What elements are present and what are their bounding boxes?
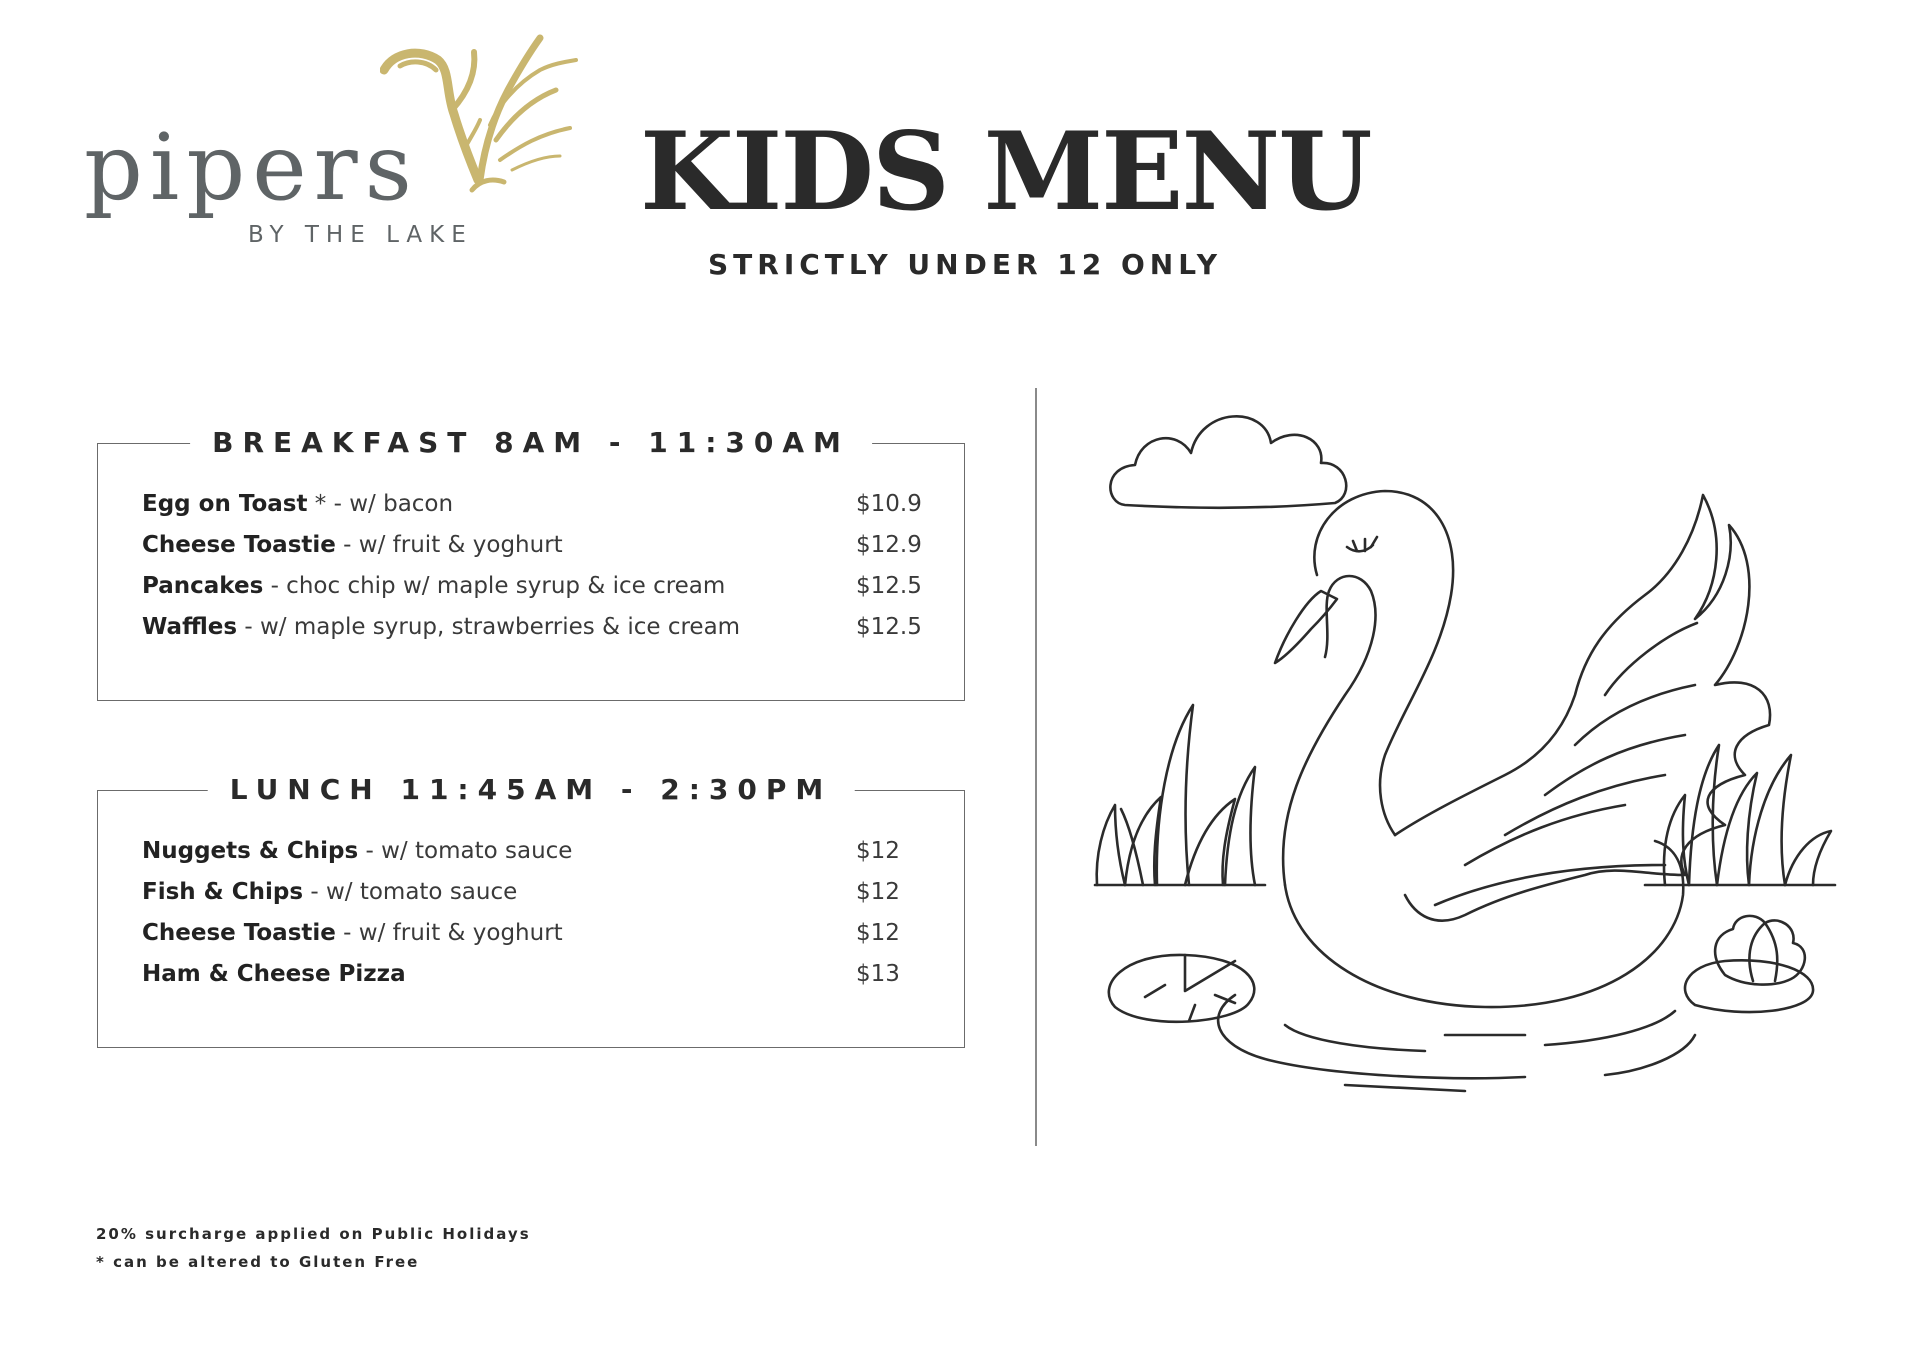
vertical-divider bbox=[1035, 388, 1037, 1146]
page-subtitle: STRICTLY UNDER 12 ONLY bbox=[708, 248, 1222, 281]
item-description: - w/ tomato sauce bbox=[358, 838, 573, 864]
surcharge-note: 20% surcharge applied on Public Holidays bbox=[96, 1225, 531, 1243]
menu-list bbox=[142, 484, 924, 648]
menu-item bbox=[142, 525, 924, 566]
logo-tagline: BY THE LAKE bbox=[248, 222, 473, 248]
menu-item bbox=[142, 831, 924, 872]
logo-wordmark: pipers bbox=[84, 114, 419, 221]
item-name: Ham & Cheese Pizza bbox=[142, 961, 406, 987]
item-name: Cheese Toastie bbox=[142, 920, 336, 946]
item-description: - w/ fruit & yoghurt bbox=[335, 532, 563, 558]
menu-item bbox=[142, 913, 924, 954]
gluten-free-note: * can be altered to Gluten Free bbox=[96, 1253, 420, 1271]
item-price: $12 bbox=[856, 920, 900, 946]
item-price: $10.9 bbox=[856, 491, 922, 517]
item-name: Nuggets & Chips bbox=[142, 838, 359, 864]
item-description: - choc chip w/ maple syrup & ice cream bbox=[263, 573, 726, 599]
menu-item bbox=[142, 872, 924, 913]
item-name: Pancakes bbox=[142, 573, 264, 599]
section-heading: BREAKFAST 8AM - 11:30AM bbox=[190, 421, 872, 465]
menu-item bbox=[142, 566, 924, 607]
item-name: Egg on Toast bbox=[142, 491, 308, 517]
item-price: $12.5 bbox=[856, 573, 922, 599]
item-marker: * bbox=[307, 491, 327, 517]
item-description: - w/ fruit & yoghurt bbox=[335, 920, 563, 946]
swan-illustration-icon bbox=[1085, 395, 1845, 1095]
lunch-section bbox=[97, 773, 965, 1048]
logo bbox=[80, 30, 600, 260]
item-name: Cheese Toastie bbox=[142, 532, 336, 558]
item-price: $12 bbox=[856, 838, 900, 864]
section-heading: LUNCH 11:45AM - 2:30PM bbox=[208, 768, 855, 812]
menu-item bbox=[142, 954, 924, 995]
menu-item bbox=[142, 484, 924, 525]
item-name: Waffles bbox=[142, 614, 238, 640]
breakfast-section bbox=[97, 426, 965, 701]
item-price: $13 bbox=[856, 961, 900, 987]
item-description: - w/ maple syrup, strawberries & ice cream bbox=[237, 614, 741, 640]
menu-item bbox=[142, 607, 924, 648]
page-title: KIDS MENU bbox=[640, 109, 1371, 235]
menu-list bbox=[142, 831, 924, 995]
item-description: - w/ bacon bbox=[326, 491, 454, 517]
item-price: $12.9 bbox=[856, 532, 922, 558]
footnotes bbox=[96, 1220, 531, 1276]
item-price: $12 bbox=[856, 879, 900, 905]
item-description: - w/ tomato sauce bbox=[303, 879, 518, 905]
item-name: Fish & Chips bbox=[142, 879, 304, 905]
item-price: $12.5 bbox=[856, 614, 922, 640]
